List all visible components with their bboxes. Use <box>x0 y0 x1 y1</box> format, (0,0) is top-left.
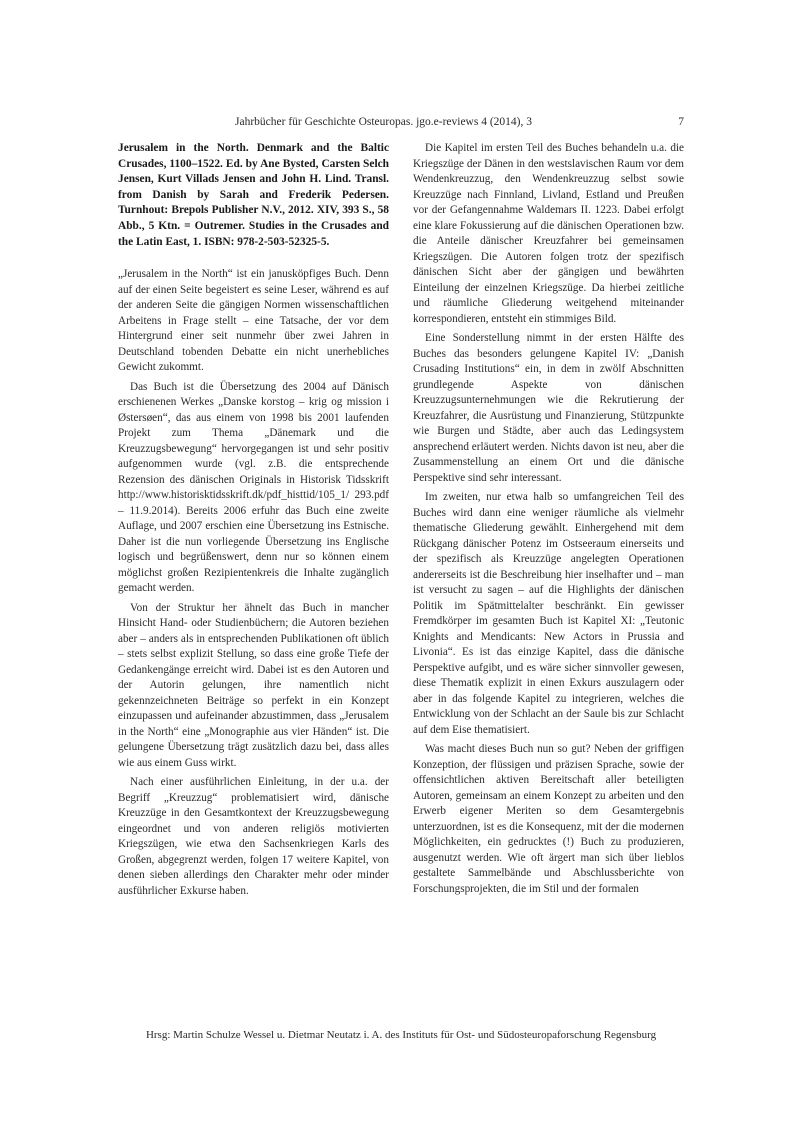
paragraph: Das Buch ist die Übersetzung des 2004 auf Dänisch erschienenen Werkes „Danske korstog – krig og mission i Østersøen“, das aus einem von 1998 bis 2001 laufenden Projekt zum Thema „Dänemark und die Kreuzzugsbewegung“ hervorgegangen ist und sehr positiv aufgenommen wurde (vgl. z.B. die entsprechende Rezension des dänischen Originals in Historisk Tidsskrift http://www.historisktidsskrift.dk/pdf_histtid/105_1/ 293.pdf – 11.9.2014). Bereits 2006 erfuhr das Buch eine zweite Auflage, und 2007 erschien eine Übersetzung ins Estnische. Daher ist die nun vorliegende Übersetzung ins Englische logisch und begrüßenswert, denn nur so können einem möglichst großen Rezipientenkreis die Inhalte zugänglich gemacht werden. <box>118 380 389 595</box>
paragraph: „Jerusalem in the North“ ist ein janusköpfiges Buch. Denn auf der einen Seite begeistert es seine Leser, während es auf der anderen Seite die gängigen Normen wissenschaftlichen Arbeitens in Frage stellt – eine Tatsache, der vor dem Hintergrund einer seit nunmehr über zwei Jahren in Deutschland tobenden Debatte ein nicht unerhebliches Gewicht zukommt. <box>118 268 389 374</box>
paragraph: Im zweiten, nur etwa halb so umfangreichen Teil des Buches wird dann eine weniger räumliche als vielmehr thematische Gliederung gewählt. Einhergehend mit dem Rückgang dänischer Potenz im Ostseeraum einerseits und der spezifisch als Kreuzzüge angelegten Operationen andererseits ist die Beschreibung hier inselhafter und – man ist versucht zu sagen – auf die Highlights der dänischen Politik im Spätmittelalter beschränkt. Ein gewisser Fremdkörper im gesamten Buch ist Kapitel XI: „Teutonic Knights and Mendicants: New Actors in Prussia and Livonia“. Es ist das einzige Kapitel, dass die dänische Perspektive aufgibt, und es wäre sicher sinnvoller gewesen, diese Thematik explizit in einen Exkurs auszulagern oder aber in das folgende Kapitel zu integrieren, welches die Entwicklung von der Schlacht an der Saule bis zur Schlacht auf dem Eise thematisiert. <box>413 491 684 736</box>
paragraph: Von der Struktur her ähnelt das Buch in mancher Hinsicht Hand- oder Studienbüchern; die Autoren beziehen aber – anders als in entsprechenden Publikationen oft üblich – stets selbst explizit Stellung, so dass eine große Tiefe der Gedankengänge erreicht wird. Dabei ist es den Autoren und der Autorin gelungen, ihre namentlich nicht gekennzeichneten Beiträge so perfekt in ein Konzept einzupassen und aufeinander abzustimmen, dass „Jerusalem in the North“ eine „Monographie aus vier Händen“ ist. Die gelungene Übersetzung trägt zusätzlich dazu bei, dass alles wie aus einem Guss wirkt. <box>118 601 389 769</box>
paragraph: Nach einer ausführlichen Einleitung, in der u.a. der Begriff „Kreuzzug“ problematisiert wird, dänische Kreuzzüge in den Gesamtkontext der Kreuzzugsbewegung eingeordnet und von anderen religiös motivierten Kriegszügen, wie etwa den Sachsenkriegen Karls des Großen, abgegrenzt werden, folgen 17 weitere Kapitel, von denen sieben allerdings den Charakter mehr oder minder ausführlicher Exkurse haben. <box>118 776 389 897</box>
paragraph: Eine Sonderstellung nimmt in der ersten Hälfte des Buches das besonders gelungene Kapitel IV: „Danish Crusading Institutions“ ein, in dem in zwölf Abschnitten grundlegende Aspekte von dänischen Kreuzzugsunternehmungen wie die Rekrutierung der Kreuzfahrer, die Ausrüstung und Finanzierung, Stützpunkte wie Burgen und Städte, aber auch das Ledingsystem ansprechend erläutert werden. Nichts davon ist neu, aber die Zusammenstellung an einem Ort und die dänische Perspektive sind sehr interessant. <box>413 332 684 484</box>
page-number: 7 <box>678 116 684 128</box>
paragraph: Was macht dieses Buch nun so gut? Neben der griffigen Konzeption, der flüssigen und präzisen Sprache, sowie der offensichtlichen aktiven Bereitschaft aller beteiligten Autoren, gemeinsam an einem Konzept zu arbeiten und den Erwerb eigener Meriten so dem Gesamtergebnis unterzuordnen, ist es die Konsequenz, mit der die modernen Möglichkeiten, ein gedrucktes (!) Buch zu produzieren, ausgenutzt werden. Wie oft ärgert man sich über lieblos gestaltete Sammelbände und Abschlussberichte von Forschungsprojekten, die im Stil und der formalen <box>413 743 684 895</box>
review-title: Jerusalem in the North. Denmark and the Baltic Crusades, 1100–1522. Ed. by Ane Bysted, Carsten Selch Jensen, Kurt Villads Jensen and John H. Lind. Transl. from Danish by Sarah and Frederik Pedersen. Turnhout: Brepols Publisher N.V., 2012. XIV, 393 S., 58 Abb., 5 Ktn. = Outremer. Studies in the Crusades and the Latin East, 1. ISBN: 978-2-503-52325-5. <box>118 142 389 248</box>
right-column <box>413 141 684 901</box>
running-header <box>118 116 684 134</box>
paragraph: Die Kapitel im ersten Teil des Buches behandeln u.a. die Kriegszüge der Dänen in den westslavischen Raum vor dem Wendenkreuzzug, den Wendenkreuzzug selbst sowie Kreuzzüge nach Finnland, Livland, Estland und Preußen vor der Gefangennahme Waldemars II. 1223. Dabei erfolgt eine klare Fokussierung auf die dänischen Operationen bzw. die Anteile dänischer Kreuzfahrer bei gemeinsamen Kriegszügen. Die Autoren folgen trotz der spezifisch dänischen Sicht aber der gängigen und bewährten Einteilung der einzelnen Kriegszüge. Da hierbei zeitliche und räumliche Gliederung weitgehend miteinander korrespondieren, entsteht ein stimmiges Bild. <box>413 142 684 325</box>
left-column <box>118 141 389 903</box>
publisher-footer: Hrsg: Martin Schulze Wessel u. Dietmar Neutatz i. A. des Instituts für Ost- und Südosteuropaforschung Regensburg <box>145 1029 657 1041</box>
journal-citation: Jahrbücher für Geschichte Osteuropas. jgo.e-reviews 4 (2014), 3 <box>235 116 532 128</box>
